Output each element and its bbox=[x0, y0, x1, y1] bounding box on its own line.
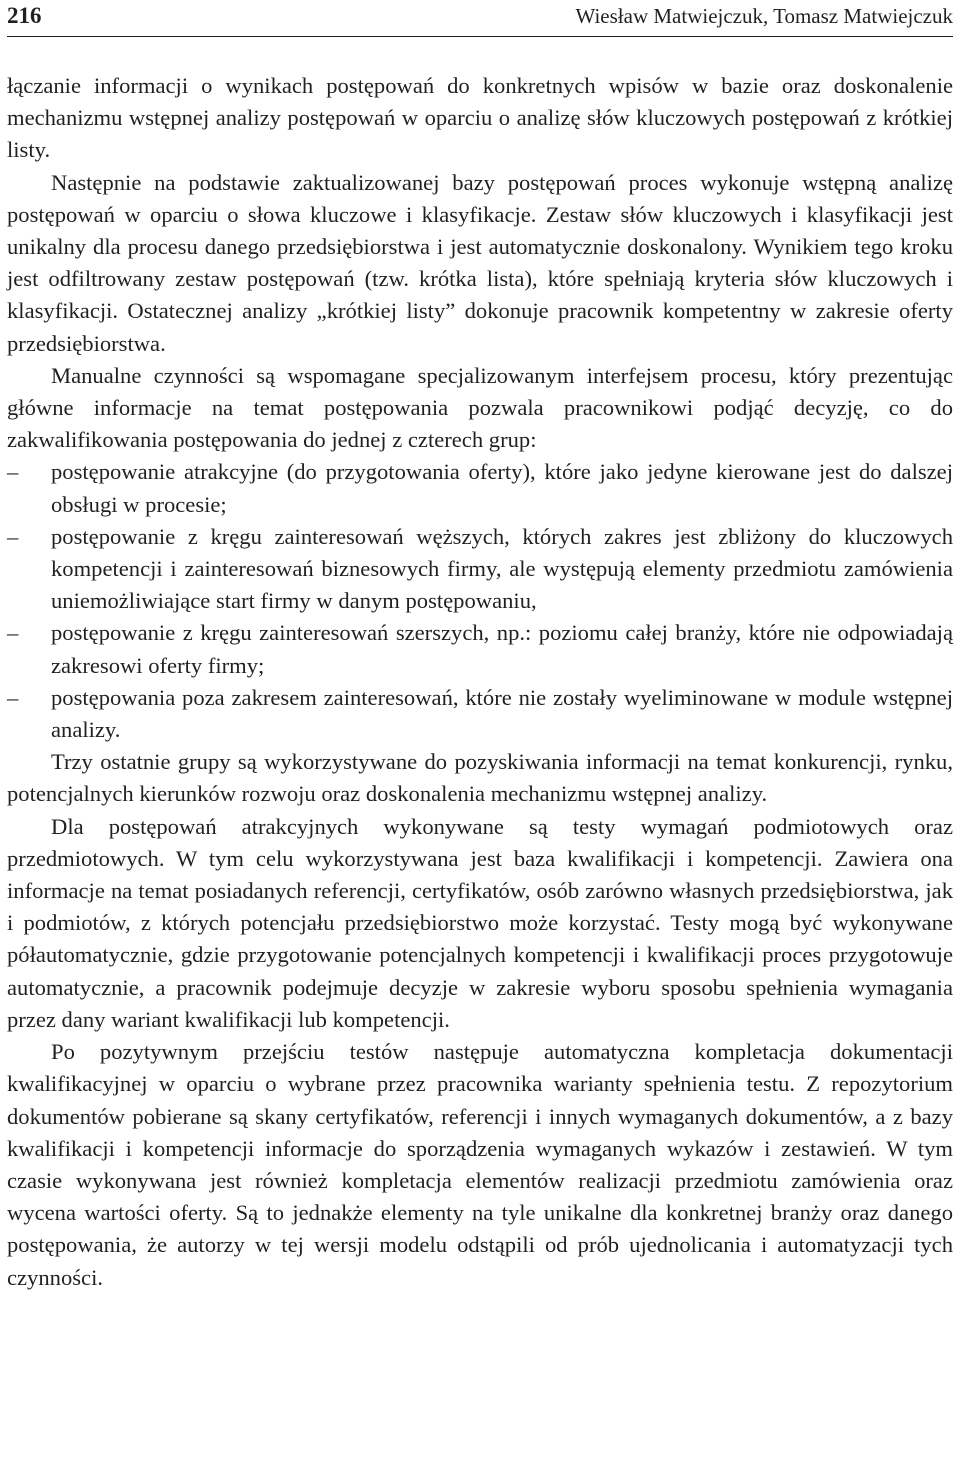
dash-marker: – bbox=[7, 620, 19, 646]
running-header bbox=[7, 0, 953, 37]
running-title-authors: Wiesław Matwiejczuk, Tomasz Matwiejczuk bbox=[575, 4, 953, 28]
paragraph: Po pozytywnym przejściu testów następuje automatyczna kompletacja dokumentacji kwalifikacyjnej w oparciu o wybrane przez pracownika warianty spełnienia testu. Z repozytorium dokumentów pobierane są skany certyfikatów, referencji i innych wymaganych dokumentów, a z bazy kwalifikacji i kompetencji informacje do sporządzenia wymaganych wykazów i zestawień. W tym czasie wykonywana jest również kompletacja elementów realizacji przedmiotu zamówienia oraz wycena wartości oferty. Są to jednakże elementy na tyle unikalne dla konkretnej branży oraz danego postępowania, że autorzy w tej wersji modelu odstąpili od prób ujednolicania i automatyzacji tych czynności. bbox=[7, 1039, 953, 1290]
page-number: 216 bbox=[7, 3, 42, 28]
paragraph: Dla postępowań atrakcyjnych wykonywane są testy wymagań podmiotowych oraz przedmiotowych. W tym celu wykorzystywana jest baza kwalifikacji i kompetencji. Zawiera ona informacje na temat posiadanych referencji, certyfikatów, osób zarówno własnych przedsiębiorstwa, jak i podmiotów, z których potencjału przedsiębiorstwo może korzystać. Testy mogą być wykonywane półautomatycznie, gdzie przygotowanie potencjalnych kompetencji i kwalifikacji proces przygotowuje automatycznie, a pracownik podejmuje decyzje w zakresie wyboru sposobu spełnienia wymagania przez dany wariant kwalifikacji lub kompetencji. bbox=[7, 813, 953, 1032]
list-item bbox=[7, 456, 953, 520]
list-item-text: postępowanie z kręgu zainteresowań szerszych, np.: poziomu całej branży, które nie odpowiadają zakresowi oferty firmy; bbox=[51, 620, 953, 678]
paragraph: Manualne czynności są wspomagane specjalizowanym interfejsem procesu, który prezentując główne informacje na temat postępowania pozwala pracownikowi podjąć decyzję, co do zakwalifikowania postępowania do jednej z czterech grup: bbox=[7, 362, 953, 453]
document-page bbox=[7, 0, 953, 1290]
dash-marker: – bbox=[7, 459, 19, 485]
list-item-text: postępowania poza zakresem zainteresowań, które nie zostały wyeliminowane w module wstępnej analizy. bbox=[51, 684, 953, 743]
list-item-text: postępowanie atrakcyjne (do przygotowania oferty), które jako jedyne kierowane jest do dalszej obsługi w procesie; bbox=[51, 459, 953, 517]
body-text bbox=[7, 70, 953, 1294]
list-item bbox=[7, 521, 953, 618]
dash-marker: – bbox=[7, 684, 19, 710]
list-item bbox=[7, 682, 953, 746]
list-item-text: postępowanie z kręgu zainteresowań węższych, których zakres jest zbliżony do kluczowych kompetencji i zainteresowań biznesowych firmy, ale występują elementy przedmiotu zamówienia uniemożliwiające start firmy w danym postępowaniu, bbox=[51, 523, 953, 614]
paragraph: Następnie na podstawie zaktualizowanej bazy postępowań proces wykonuje wstępną analizę postępowań w oparciu o słowa kluczowe i klasyfikacje. Zestaw słów kluczowych i klasyfikacji jest unikalny dla procesu danego przedsiębiorstwa i jest automatycznie doskonalony. Wynikiem tego kroku jest odfiltrowany zestaw postępowań (tzw. krótka lista), które spełniają kryteria słów kluczowych i klasyfikacji. Ostatecznej analizy „krótkiej listy” dokonuje pracownik kompetentny w zakresie oferty przedsiębiorstwa. bbox=[7, 169, 953, 356]
list-item bbox=[7, 617, 953, 681]
paragraph-continuation: łączanie informacji o wynikach postępowań do konkretnych wpisów w bazie oraz doskonalenie mechanizmu wstępnej analizy postępowań w oparciu o analizę słów kluczowych postępowań z krótkiej listy. bbox=[7, 73, 953, 163]
dash-marker: – bbox=[7, 523, 19, 549]
paragraph: Trzy ostatnie grupy są wykorzystywane do pozyskiwania informacji na temat konkurencji, rynku, potencjalnych kierunków rozwoju oraz doskonalenia mechanizmu wstępnej analizy. bbox=[7, 749, 953, 807]
dash-list bbox=[7, 456, 953, 746]
